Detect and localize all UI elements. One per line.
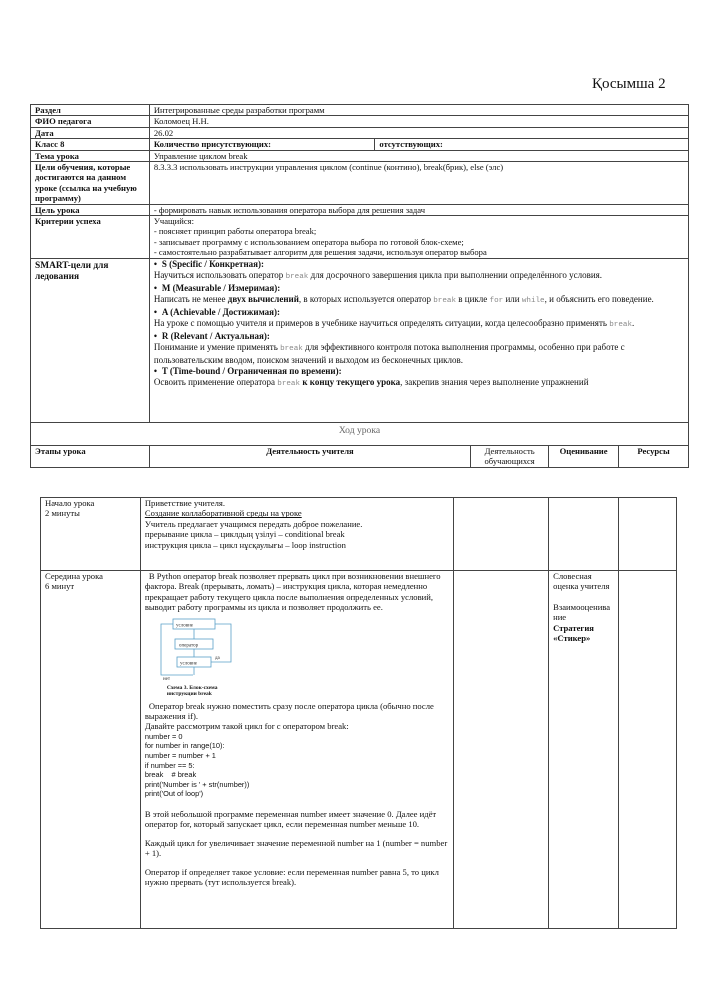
smart-t-heading: T (Time-bound / Ограниченная по времени): [161, 365, 342, 376]
date-value: 26.02 [149, 127, 688, 138]
criteria-label: Критерии успеха [31, 216, 150, 259]
code-line: print('Out of loop') [144, 789, 204, 799]
criteria-line: Учащийся: [153, 216, 195, 227]
text-paragraph: Оператор if определяет такое условие: если переменная number равна 5, то цикл нужно прервать (тут используется break). [144, 866, 439, 888]
smart-t-text: Освоить применение оператора [153, 376, 278, 387]
stage-start [41, 498, 141, 571]
stage-duration: 6 минут [45, 581, 75, 592]
text-paragraph: Каждый цикл for увеличивает значение переменной number на 1 (number = number + 1). [144, 837, 448, 859]
code-for: for [489, 296, 504, 305]
assessment-line: оценка учителя [553, 581, 610, 592]
smart-m-text: в цикле [456, 293, 490, 304]
start-resources [619, 498, 677, 571]
smart-m-bold: двух вычислений [227, 293, 299, 304]
criteria-line: - самостоятельно разрабатывает алгоритм для решения задачи, используя оператор выбора [153, 247, 487, 258]
teacher-value: Коломоец Н.Н. [149, 116, 688, 127]
code-line: break # break [144, 770, 197, 780]
break-flowchart-diagram [153, 617, 263, 683]
text-paragraph: В этой небольшой программе переменная number имеет значение 0. Далее идёт оператор for, который запускает цикл, если переменная number меньше 10. [144, 809, 437, 830]
smart-m-text: , и объяснить его поведение. [544, 293, 654, 304]
lesson-plan-header-table [30, 104, 689, 468]
flowchart-condition-bottom: условие [179, 661, 197, 667]
smart-a-heading: A (Achievable / Достижимая): [161, 306, 281, 317]
assessment-line: ние [553, 612, 567, 623]
criteria-list [149, 216, 688, 259]
text-line: Приветствие учителя. [144, 498, 225, 508]
criteria-line: - записывает программу с использованием оператора выбора по готовой блок-схеме; [153, 236, 464, 247]
start-teacher-activity [140, 498, 454, 571]
start-assessment [549, 498, 619, 571]
smart-m-heading: M (Measurable / Измеримая): [161, 282, 281, 293]
middle-assessment [549, 571, 619, 929]
code-while: while [521, 296, 545, 305]
flowchart-no: нет [162, 676, 170, 682]
lesson-stages-table [40, 497, 677, 929]
code-line: number = 0 [144, 731, 183, 741]
text-line: Создание коллаборативной среды на уроке [144, 508, 302, 519]
smart-m-text: , в которых используется оператор [298, 293, 434, 304]
absent-label: отсутствующих: [375, 139, 689, 150]
goals-label: Цели обучения, которые достигаются на данном уроке (ссылка на учебную программу) [31, 162, 150, 205]
smart-r-heading: R (Relevant / Актуальная): [161, 330, 270, 341]
code-break: break [277, 379, 301, 388]
text-line: Учитель предлагает учащимся передать доброе пожелание. [144, 518, 363, 529]
topic-label: Тема урока [31, 150, 150, 161]
smart-s-text: для досрочного завершения цикла при выполнении определённого условия. [308, 269, 603, 280]
section-label: Раздел [31, 105, 150, 116]
code-line: if number == 5: [144, 760, 195, 770]
smart-goals: • S (Specific / Конкретная): Научиться использовать оператор break для досрочного завершения цикла при выполнении определённого условия. • M (Measurable / Измеримая): Написать не менее двух вычислений, в которых используется оператор break в цикле for или while, и объяснить его поведение. • A (Achievable / Достижимая): На уроке с помощью учителя и примеров в учебнике научиться определять ситуации, когда целесообразно применять break. • R (Relevant / Актуальная): Понимание и умение применять break для эффективного контроля потока выполнения программы, особенно при работе с пользовательским вводом, поиском значений и выходом из бесконечных циклов. • T (Time-bound / Ограниченная по времени): Освоить применение оператора break к концу текущего урока, закрепив знания через выполнение упражнений [149, 258, 688, 422]
caption-line: инструкции break [166, 691, 212, 698]
date-label: Дата [31, 127, 150, 138]
smart-t-bold: к концу текущего урока [300, 376, 401, 387]
stage-middle [41, 571, 141, 929]
col-stages: Этапы урока [31, 445, 150, 467]
diagram-caption [167, 685, 450, 698]
col-teacher: Деятельность учителя [149, 445, 470, 467]
smart-m-text: Написать не менее [153, 293, 228, 304]
middle-student-activity [454, 571, 549, 929]
text-paragraph: Давайте рассмотрим такой цикл for с оператором break: [144, 721, 349, 732]
caption-line: Схема 3. Блок-схема [166, 684, 218, 691]
aim-label: Цель урока [31, 204, 150, 215]
appendix-label: Қосымша 2 [592, 76, 666, 92]
class-label: Класс 8 [31, 139, 150, 150]
smart-s-text: Научиться использовать оператор [153, 269, 286, 280]
strategy-line: Стратегия [553, 622, 594, 633]
code-block [145, 732, 450, 799]
middle-resources [619, 571, 677, 929]
col-resources: Ресурсы [619, 445, 689, 467]
flowchart-yes: да [214, 655, 220, 661]
flowchart-condition-top: условие [175, 623, 193, 629]
smart-r-text: для эффективного контроля потока выполнения программы, особенно при работе с пользовательским вводом, поиском значений и выходом из бесконечных циклов. [153, 341, 625, 365]
flowchart-operator: оператор [178, 643, 198, 649]
start-student-activity [454, 498, 549, 571]
criteria-line: - поясняет принцип работы оператора break; [153, 226, 317, 237]
lesson-flow-heading: Ход урока [31, 422, 689, 445]
topic-value: Управление циклом break [149, 150, 688, 161]
aim-value: - формировать навык использования оператора выбора для решения задач [149, 204, 688, 215]
smart-label: SMART-цели для ледования [31, 258, 150, 422]
code-line: for number in range(10): [144, 741, 225, 751]
stage-duration: 2 минуты [45, 508, 80, 519]
col-assessment: Оценивание [549, 445, 619, 467]
code-break: break [609, 320, 633, 329]
teacher-label: ФИО педагога [31, 116, 150, 127]
text-line: инструкция цикла – цикл нұсқаулығы – loop instruction [144, 539, 346, 550]
goals-value: 8.3.3.3 использовать инструкции управления циклом (continue (контино), break(брик), else (элс) [149, 162, 688, 205]
section-value: Интегрированные среды разработки программ [149, 105, 688, 116]
smart-t-text: , закрепив знания через выполнение упражнений [400, 376, 589, 387]
col-students: Деятельность обучающихся [471, 445, 549, 467]
smart-r-text: Понимание и умение применять [153, 341, 281, 352]
text-paragraph: В Python оператор break позволяет прервать цикл при возникновении внешнего фактора. Break (прерывать, ломать) – инструкция цикла, которая немедленно прекращает работу текущего цикла после выполнения определенных условий, выводит работу программы из цикла и позволяет продолжить ее. [144, 571, 441, 613]
assessment-line: Взаимооценива [553, 601, 611, 612]
strategy-line: «Стикер» [553, 633, 591, 644]
smart-a-text: . [632, 317, 635, 328]
stage-name: Середина урока [45, 571, 103, 581]
smart-a-text: На уроке с помощью учителя и примеров в учебнике научиться определять ситуации, когда целесообразно применять [153, 317, 610, 328]
text-paragraph: Оператор break нужно поместить сразу после оператора цикла (обычно после выражения if). [144, 700, 434, 722]
stage-name: Начало урока [45, 498, 95, 508]
assessment-line: Словесная [553, 571, 592, 581]
code-break: break [433, 296, 457, 305]
code-break: break [285, 272, 309, 281]
smart-m-text: или [503, 293, 522, 304]
code-line: number = number + 1 [144, 751, 216, 761]
code-line: print('Number is ' + str(number)) [144, 779, 250, 789]
text-line: прерывание цикла – циклдың үзілуі – conditional break [144, 529, 345, 540]
middle-teacher-activity [140, 571, 454, 929]
smart-s-heading: S (Specific / Конкретная): [161, 258, 264, 269]
code-break: break [280, 344, 303, 353]
present-label: Количество присутствующих: [149, 139, 375, 150]
